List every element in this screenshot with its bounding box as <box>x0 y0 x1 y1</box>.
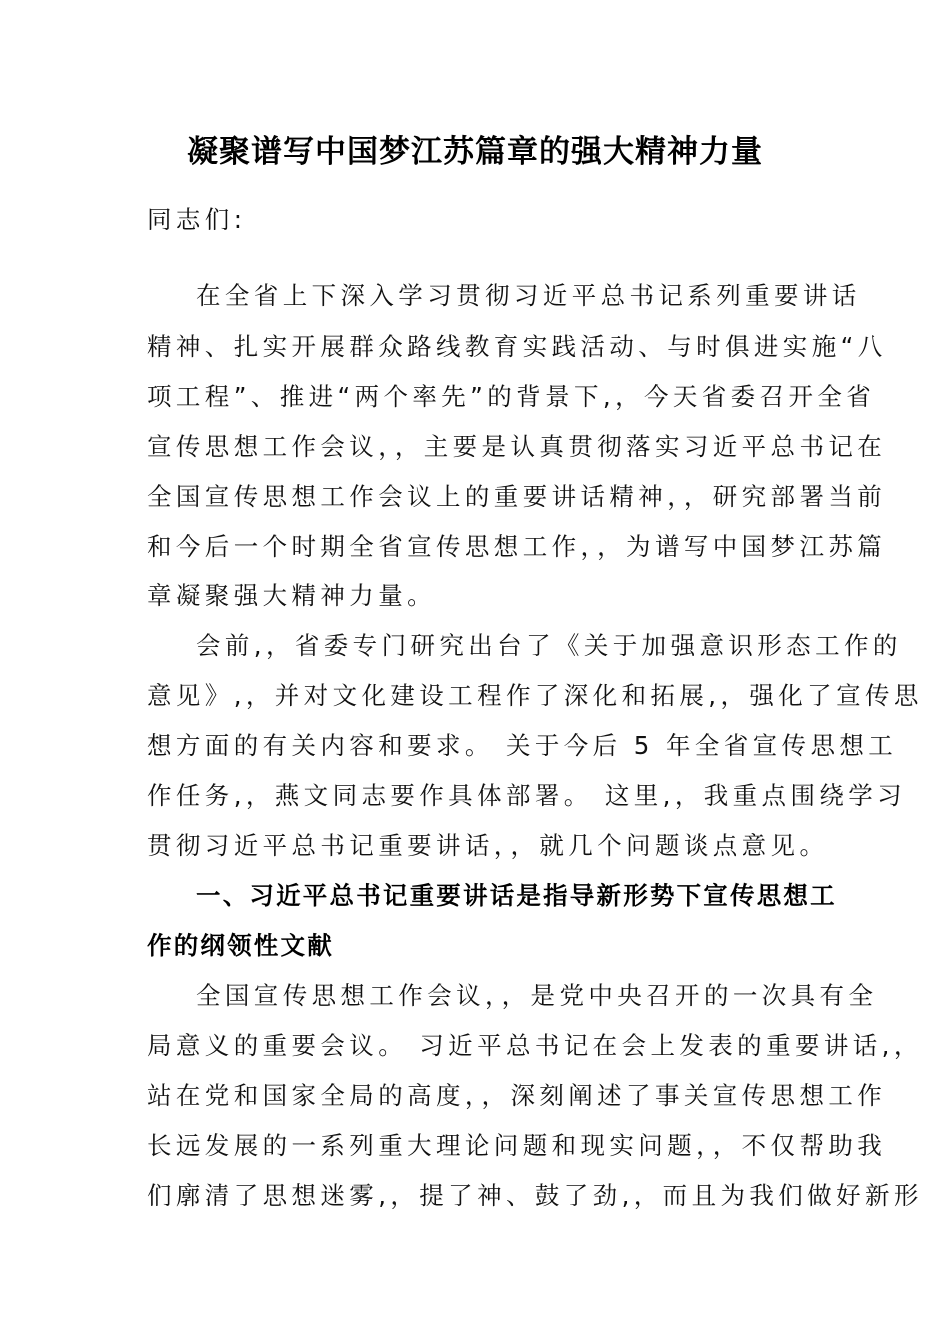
document-title: 凝聚谱写中国梦江苏篇章的强大精神力量 <box>187 134 763 170</box>
salutation: 同志们: <box>147 205 247 234</box>
paragraph-line: 精神、扎实开展群众路线教育实践活动、与时俱进实施“八 <box>147 332 887 361</box>
paragraph-line: 站在党和国家全局的高度，，深刻阐述了事关宣传思想工作 <box>147 1081 887 1110</box>
paragraph-line: 想方面的有关内容和要求。 关于今后 5 年全省宣传思想工 <box>147 731 898 760</box>
paragraph-line: 会前,，省委专门研究出台了《关于加强意识形态工作的 <box>196 631 902 660</box>
paragraph-line: 局意义的重要会议。 习近平总书记在会上发表的重要讲话,， <box>147 1031 923 1060</box>
paragraph-line: 项工程”、推进“两个率先”的背景下,，今天省委召开全省 <box>147 382 876 411</box>
paragraph-line: 意见》,，并对文化建设工程作了深化和拓展,，强化了宣传思 <box>147 681 923 710</box>
paragraph-line: 全国宣传思想工作会议，，是党中央召开的一次具有全 <box>196 981 878 1010</box>
paragraph-line: 贯彻习近平总书记重要讲话，，就几个问题谈点意见。 <box>147 831 829 860</box>
paragraph-line: 和今后一个时期全省宣传思想工作，，为谱写中国梦江苏篇 <box>147 532 887 561</box>
section-heading: 一、习近平总书记重要讲话是指导新形势下宣传思想工 <box>196 881 837 910</box>
paragraph-line: 作任务,，燕文同志要作具体部署。 这里,，我重点围绕学习 <box>147 781 907 810</box>
paragraph-line: 长远发展的一系列重大理论问题和现实问题，，不仅帮助我 <box>147 1131 887 1160</box>
paragraph-line: 章凝聚强大精神力量。 <box>147 581 436 610</box>
paragraph-line: 全国宣传思想工作会议上的重要讲话精神，，研究部署当前 <box>147 482 887 511</box>
paragraph-line: 们廓清了思想迷雾,，提了神、鼓了劲,，而且为我们做好新形 <box>147 1181 923 1210</box>
paragraph-line: 在全省上下深入学习贯彻习近平总书记系列重要讲话 <box>196 281 861 310</box>
section-heading-continued: 作的纲领性文献 <box>147 931 334 960</box>
paragraph-line: 宣传思想工作会议，，主要是认真贯彻落实习近平总书记在 <box>147 432 887 461</box>
